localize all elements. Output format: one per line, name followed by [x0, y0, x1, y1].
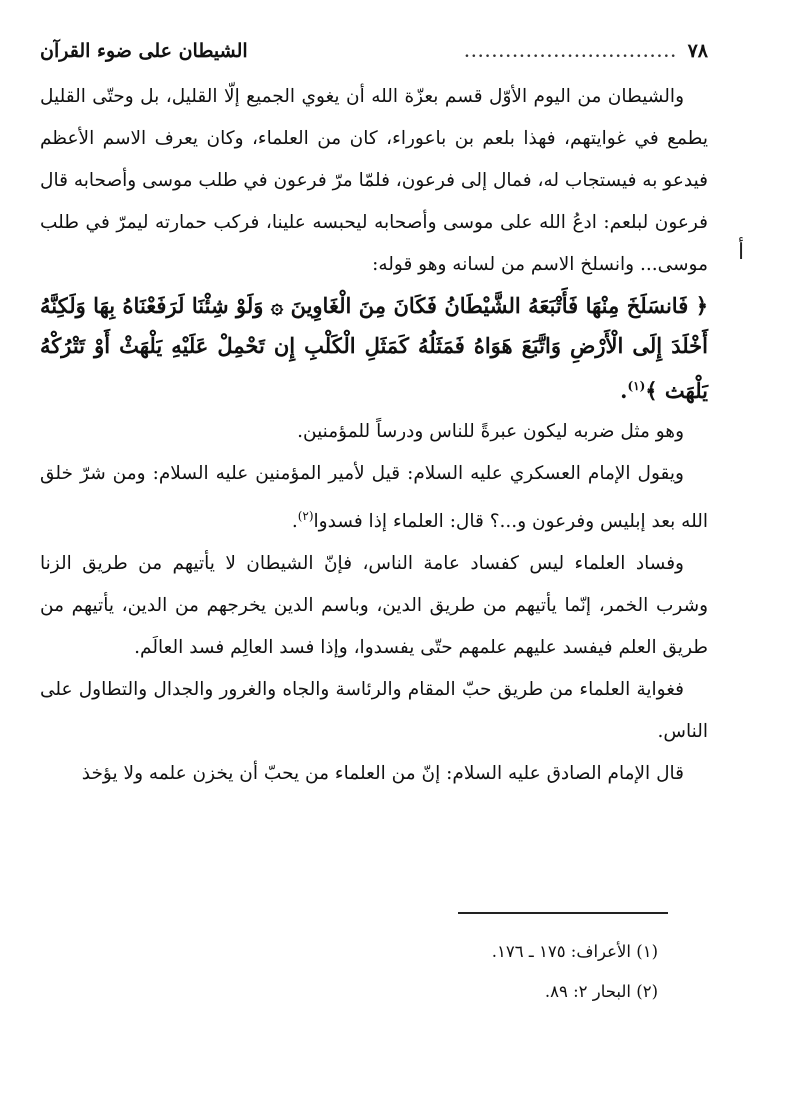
- book-page: [40, 40, 708, 795]
- paragraph-2: وهو مثل ضربه ليكون عبرةً للناس ودرساً للمؤمنين.: [297, 421, 684, 442]
- paragraph-3-footnote-ref: (٢): [297, 509, 314, 523]
- quran-verse: ﴿ فَانسَلَخَ مِنْهَا فَأَتْبَعَهُ الشَّيْطَانُ فَكَانَ مِنَ الْغَاوِينَ ۞ وَلَوْ شِئْنَا لَرَفَعْنَاهُ بِهَا وَلَكِنَّهُ أَخْلَدَ إِلَى الْأَرْضِ وَاتَّبَعَ هَوَاهُ فَمَثَلُهُ كَمَثَلِ الْكَلْبِ إِن تَحْمِلْ عَلَيْهِ يَلْهَثْ أَوْ تَتْرُكْهُ يَلْهَث ﴾$^{(١)}$.: [40, 293, 708, 403]
- verse-text: ﴿ فَانسَلَخَ مِنْهَا فَأَتْبَعَهُ الشَّيْطَانُ فَكَانَ مِنَ الْغَاوِينَ ۞ وَلَوْ شِئْنَا لَرَفَعْنَاهُ بِهَا وَلَكِنَّهُ أَخْلَدَ إِلَى الْأَرْضِ وَاتَّبَعَ هَوَاهُ فَمَثَلُهُ كَمَثَلِ الْكَلْبِ إِن تَحْمِلْ عَلَيْهِ يَلْهَثْ أَوْ تَتْرُكْهُ يَلْهَث ﴾: [40, 293, 708, 403]
- running-title: الشيطان على ضوء القرآن: [40, 40, 248, 62]
- footnote-divider: [458, 912, 668, 914]
- paragraph-4: وفساد العلماء ليس كفساد عامة الناس، فإنّ الشيطان لا يأتيهم من طريق الزنا وشرب الخمر، إنّما يأتيهم من طريق الدين، وباسم الدين يخرجهم من الدين، يأتيهم من طريق العلم فيفسد عليهم علمهم حتّى يفسدوا، وإذا فسد العالِم فسد العالَم.: [40, 553, 708, 659]
- paragraph-3: ويقول الإمام العسكري عليه السلام: قيل لأمير المؤمنين عليه السلام: ومن شرّ خلق الله بعد إبليس وفرعون و...؟ قال: العلماء إذا فسدوا$^{(٢)}$.: [40, 463, 708, 533]
- paragraph-6: قال الإمام الصادق عليه السلام: إنّ من العلماء من يحبّ أن يخزن علمه ولا يؤخذ: [81, 763, 684, 785]
- paragraph-5: فغواية العلماء من طريق حبّ المقام والرئاسة والجاه والغرور والجدال والتطاول على الناس.: [40, 679, 708, 743]
- footnotes: [0, 912, 668, 1012]
- header-leader-dots: ...............................: [464, 45, 678, 61]
- footnote-2: (٢) البحار ٢: ٨٩.: [544, 982, 658, 1001]
- margin-mark: أ: [738, 240, 745, 265]
- page-number: ٧٨: [687, 40, 708, 62]
- paragraph-3-text: ويقول الإمام العسكري عليه السلام: قيل لأمير المؤمنين عليه السلام: ومن شرّ خلق الله بعد إبليس وفرعون و...؟ قال: العلماء إذا فسدوا: [40, 463, 708, 533]
- footnote-1: (١) الأعراف: ١٧٥ ـ ١٧٦.: [491, 942, 658, 961]
- paragraph-1: والشيطان من اليوم الأوّل قسم بعزّة الله أن يغوي الجميع إلّا القليل، بل وحتّى القليل يطمع في غوايتهم، فهذا بلعم بن باعوراء، كان من العلماء، وكان يعرف الاسم الأعظم فيدعو به فيستجاب له، فمال إلى فرعون، فلمّا مرّ فرعون في طلب موسى وأصحابه قال فرعون لبلعم: ادعُ الله على موسى وأصحابه ليحبسه علينا، فركب حمارته ليمرّ في طلب موسى... وانسلخ الاسم من لسانه وهو قوله:: [40, 86, 708, 275]
- verse-footnote-ref: (١): [627, 379, 646, 393]
- running-header: [40, 40, 708, 76]
